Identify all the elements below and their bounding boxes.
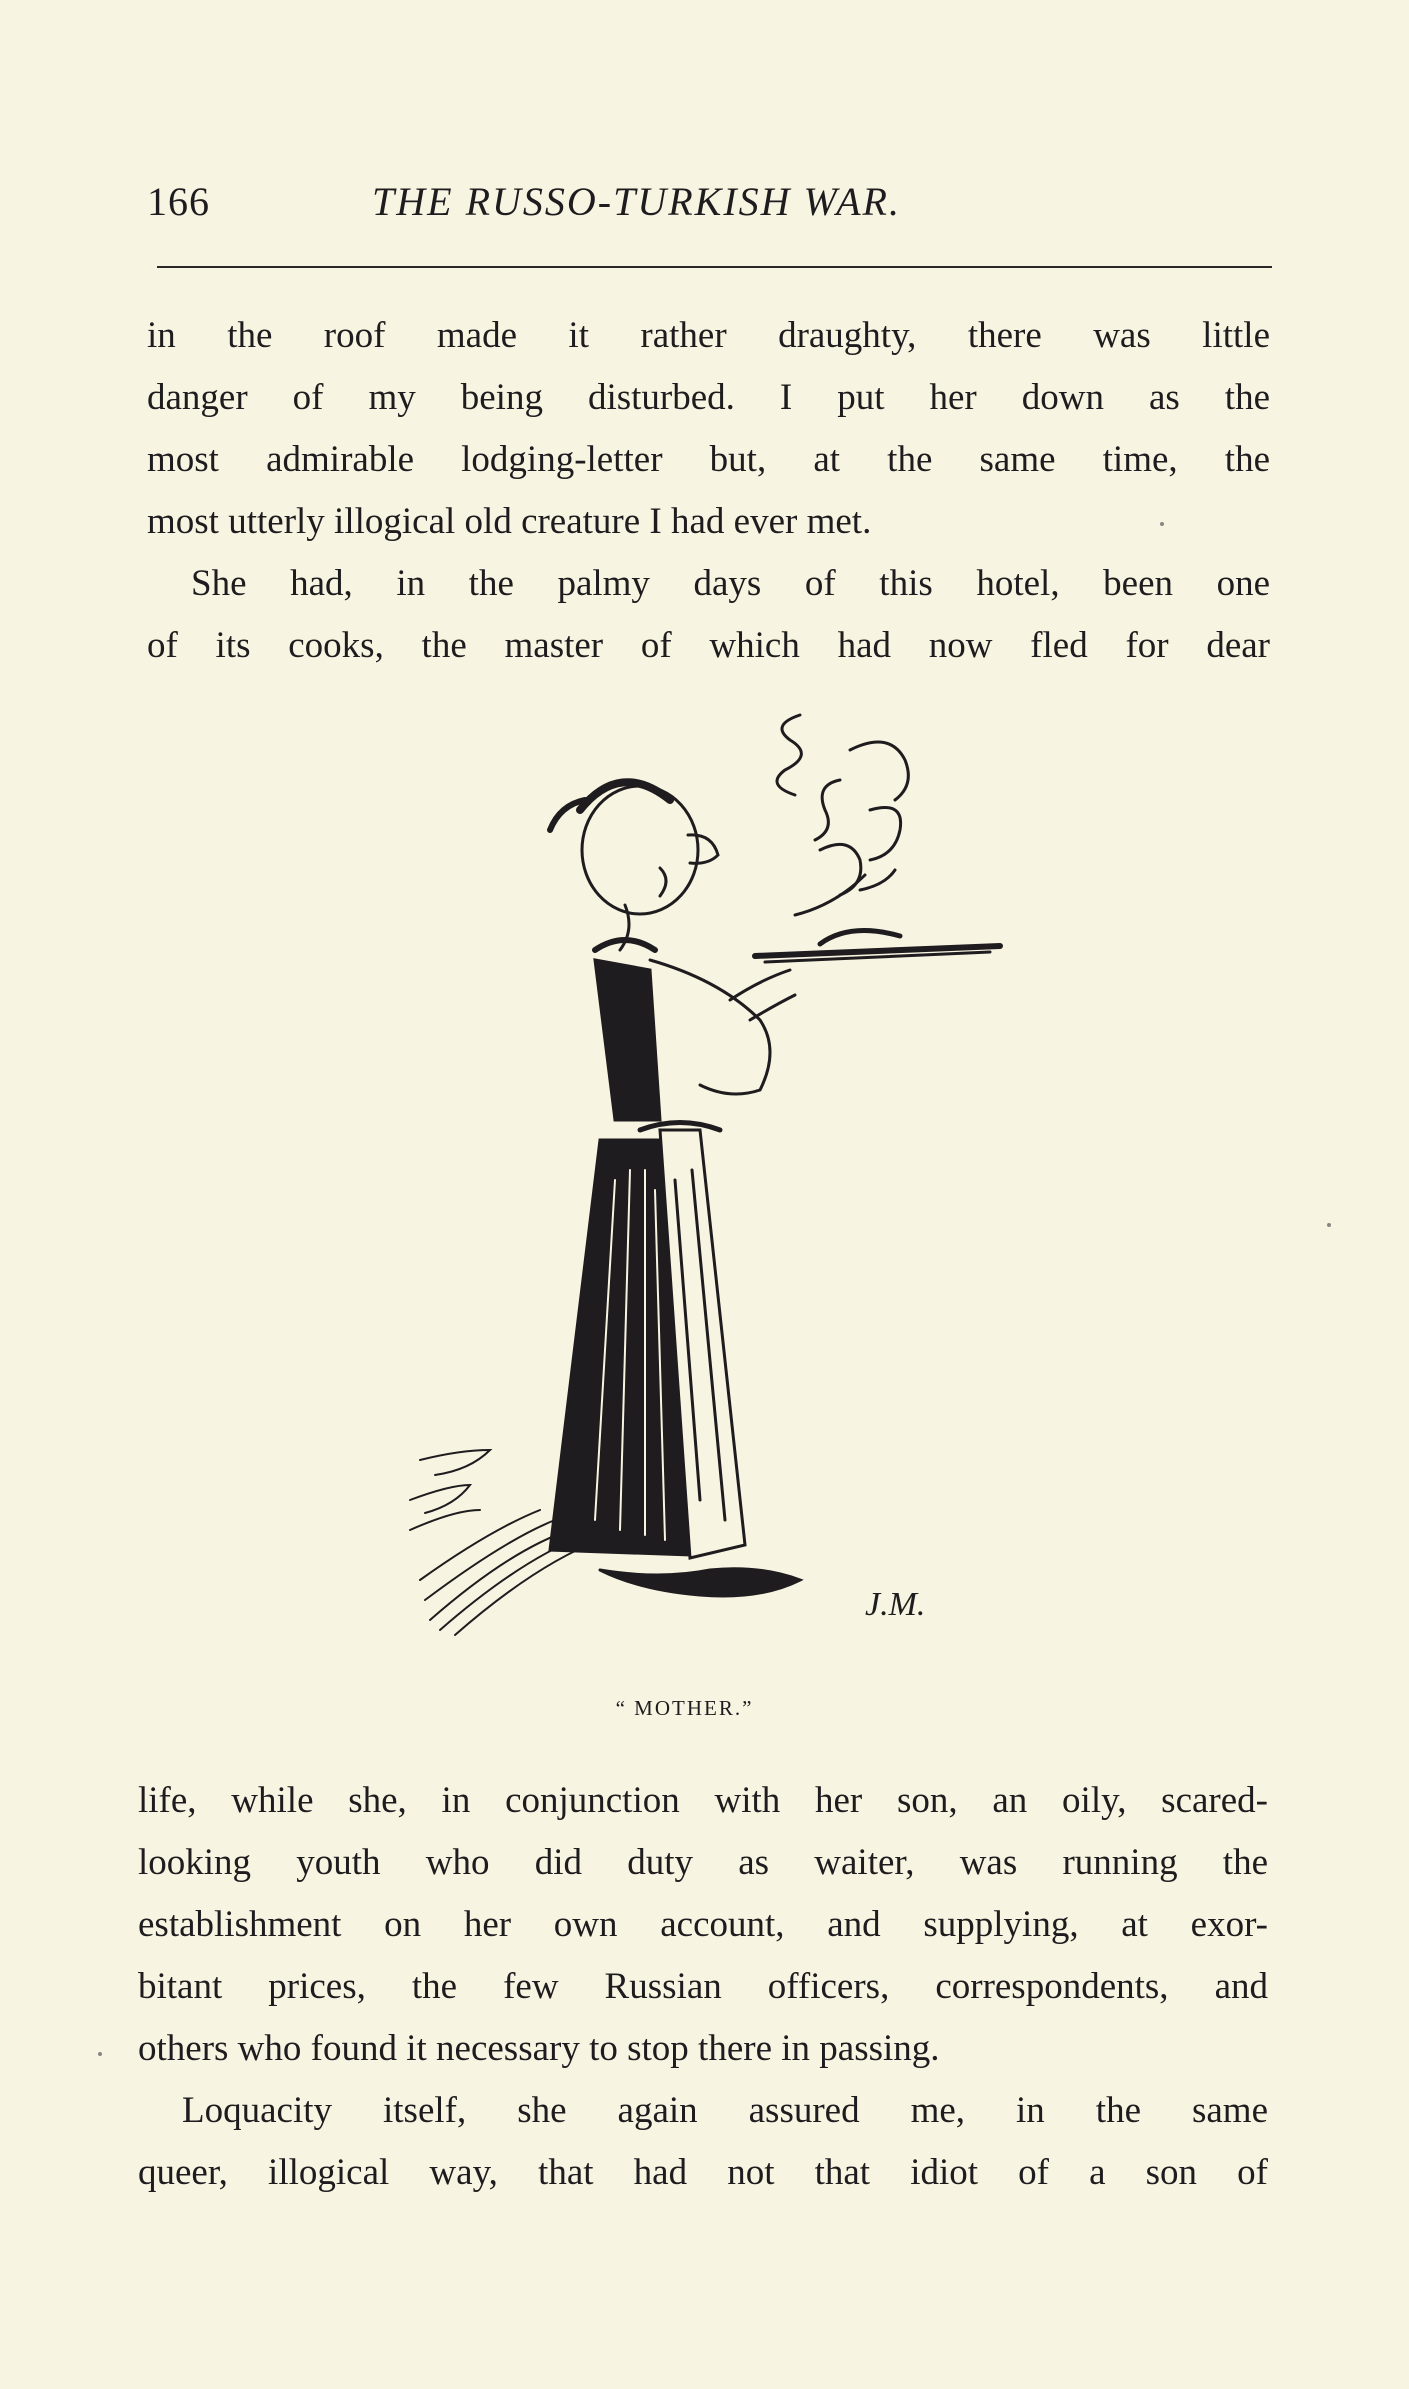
caption-text: “ MOTHER.”: [615, 1696, 754, 1720]
paper-speck: [1327, 1223, 1331, 1227]
paper-speck: [1160, 522, 1164, 526]
text-line: most utterly illogical old creature I had ever met.: [147, 501, 872, 542]
header-rule: [157, 266, 1272, 268]
text-line: Loquacity itself, she again assured me, in the same: [182, 2090, 1268, 2131]
text-line: looking youth who did duty as waiter, was running the: [138, 1842, 1268, 1883]
paragraph-top: [147, 305, 1270, 677]
text-line: in the roof made it rather draughty, there was little: [147, 315, 1270, 356]
text-line: danger of my being disturbed. I put her down as the: [147, 377, 1270, 418]
running-head: [147, 178, 1272, 238]
text-line: establishment on her own account, and supplying, at exor-: [138, 1904, 1268, 1945]
running-title: THE RUSSO-TURKISH WAR.: [372, 179, 901, 224]
text-line: queer, illogical way, that had not that idiot of a son of: [138, 2152, 1268, 2193]
text-line: others who found it necessary to stop there in passing.: [138, 2028, 940, 2069]
text-line: of its cooks, the master of which had now fled for dear: [147, 625, 1270, 666]
paper-speck: [98, 2052, 102, 2056]
page-number: 166: [147, 179, 210, 224]
paragraph-bottom: [138, 1770, 1268, 2204]
text-line: life, while she, in conjunction with her son, an oily, scared-: [138, 1780, 1268, 1821]
figure-caption: [0, 1696, 1409, 1721]
text-line: She had, in the palmy days of this hotel, been one: [191, 563, 1270, 604]
text-line: bitant prices, the few Russian officers, correspondents, and: [138, 1966, 1268, 2007]
text-line: most admirable lodging-letter but, at the same time, the: [147, 439, 1270, 480]
mother-illustration: [400, 700, 1020, 1680]
illustrator-signature: J.M.: [865, 1586, 926, 1623]
